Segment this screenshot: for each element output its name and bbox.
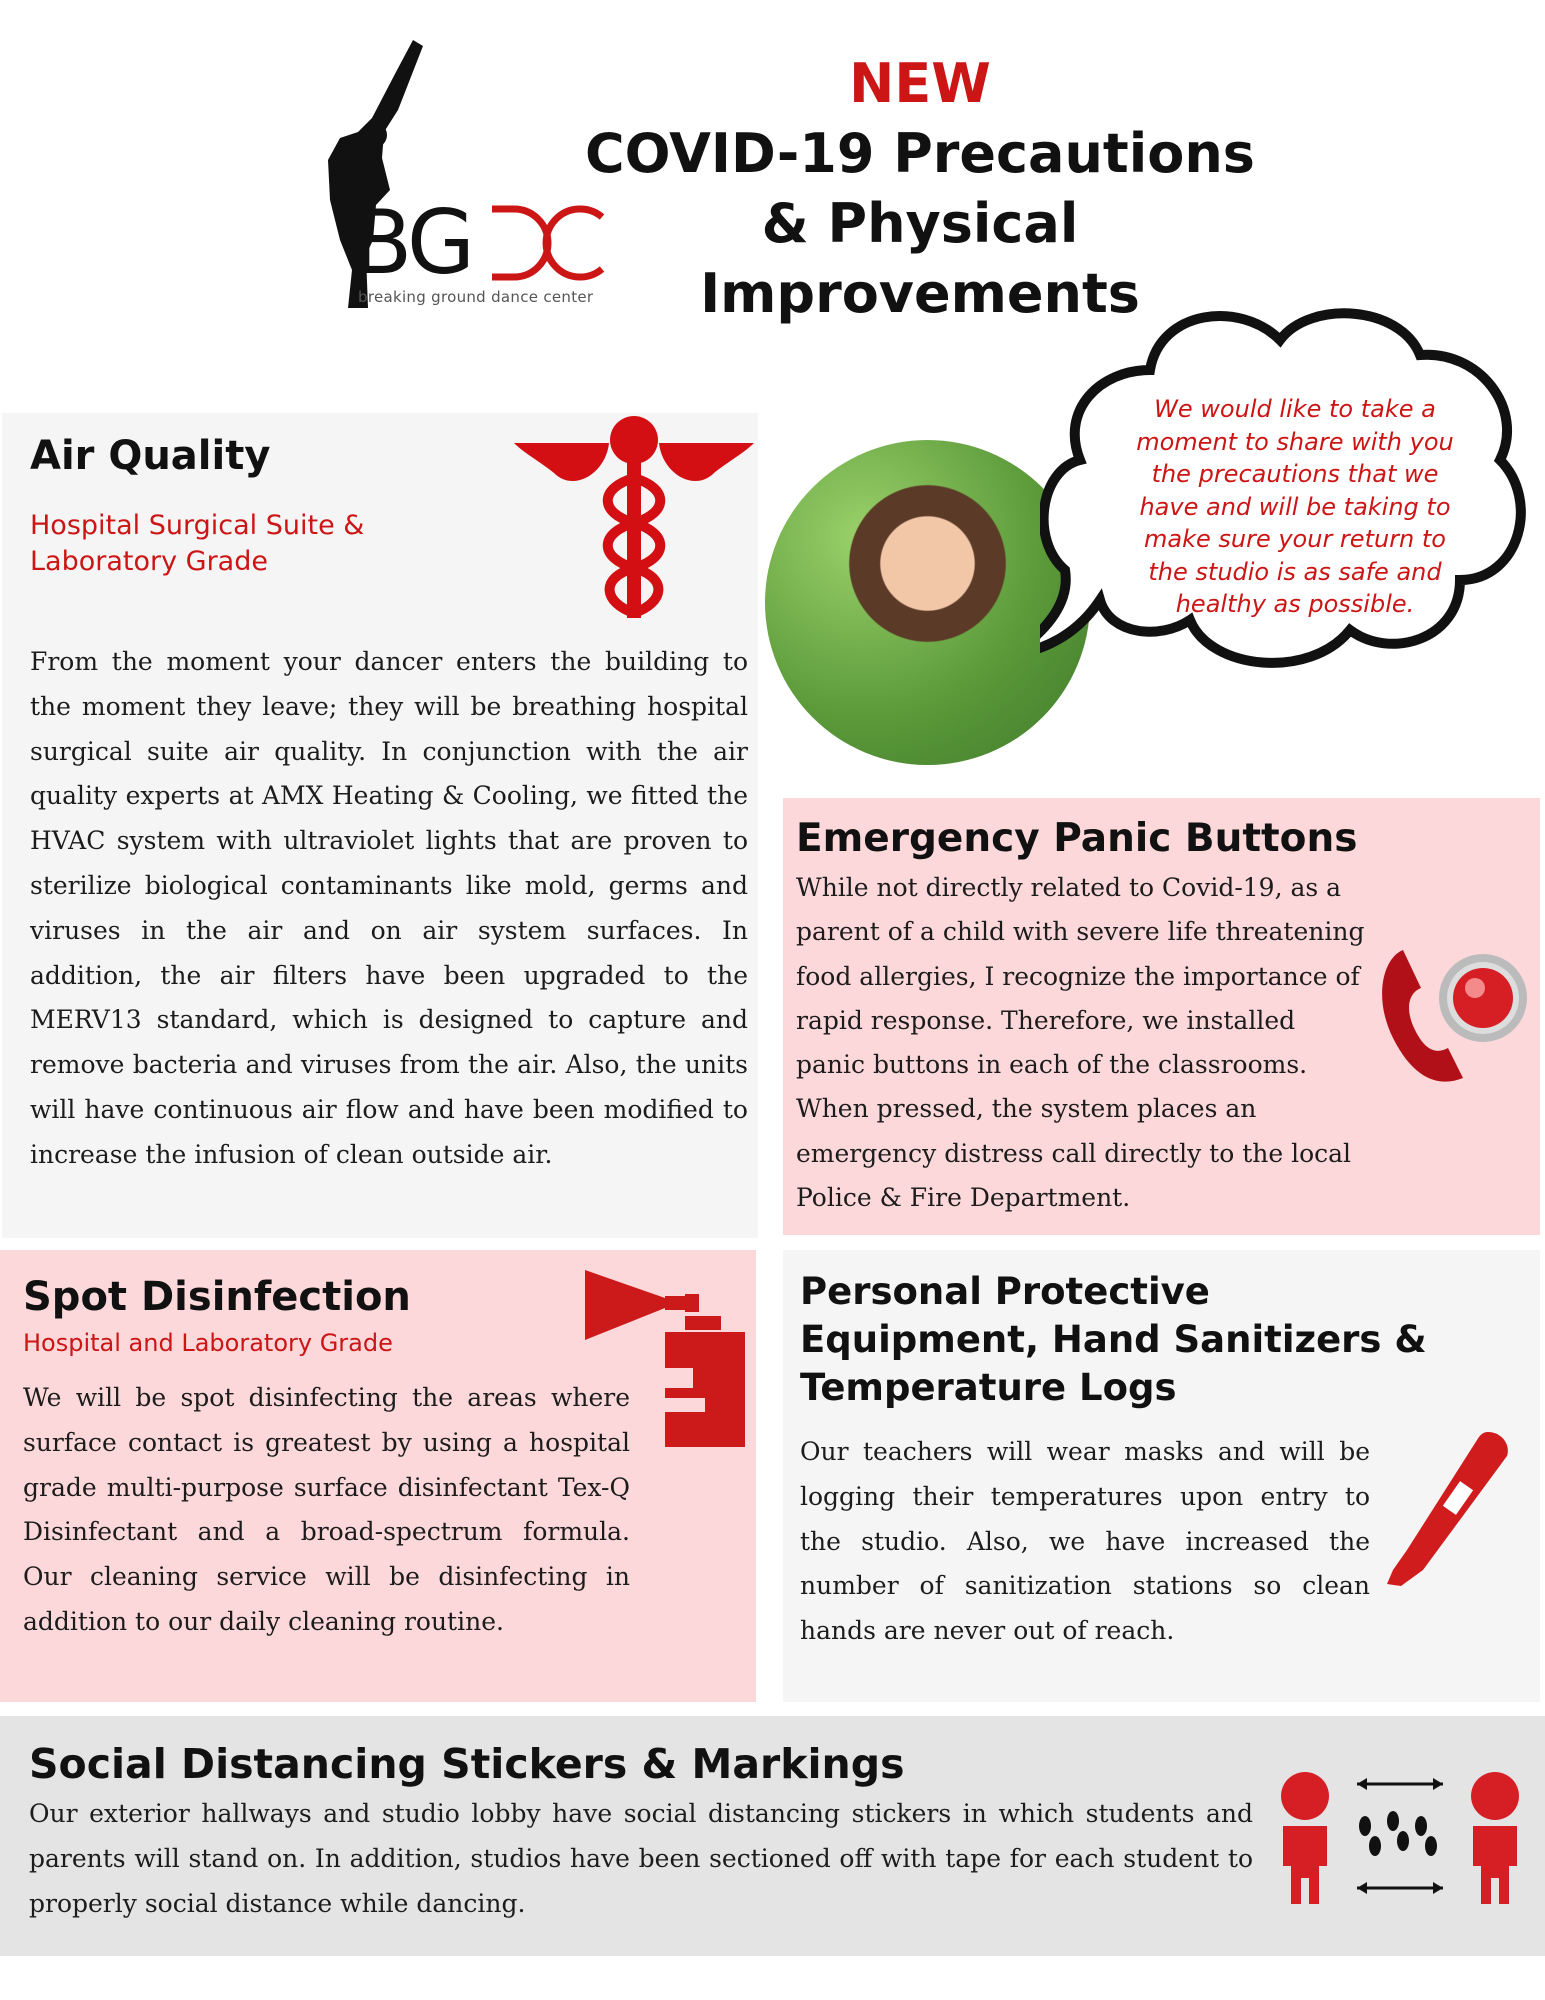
air-quality-title: Air Quality — [30, 433, 271, 479]
panic-buttons-section — [783, 798, 1540, 1235]
title-new: NEW — [849, 52, 991, 115]
svg-text:BG: BG — [352, 195, 472, 285]
page-title-line1: COVID-19 Precautions — [585, 122, 1255, 185]
panic-title: Emergency Panic Buttons — [796, 816, 1358, 861]
ppe-title-line3: Temperature Logs — [800, 1366, 1177, 1409]
thermometer-icon — [1383, 1430, 1513, 1590]
air-quality-subtitle-2: Laboratory Grade — [30, 546, 268, 577]
page-title-line2: & Physical — [761, 192, 1079, 255]
spot-subtitle: Hospital and Laboratory Grade — [23, 1329, 393, 1357]
logo-wordmark — [352, 195, 612, 285]
panic-body: While not directly related to Covid-19, as a parent of a child with severe life threatening food allergies, I recognize the importance of rapid response. Therefore, we installed panic buttons in each of the classrooms. When pressed, the system places an emergency distress call directly to the local Police & Fire Department. — [796, 873, 1365, 1213]
social-distancing-section — [0, 1716, 1545, 1956]
ppe-section — [783, 1250, 1540, 1702]
social-title: Social Distancing Stickers & Markings — [29, 1740, 905, 1788]
spot-disinfection-section — [0, 1250, 756, 1702]
caduceus-icon — [514, 413, 754, 623]
spot-body: We will be spot disinfecting the areas where surface contact is greatest by using a hospital grade multi-purpose surface disinfectant Tex-Q Disinfectant and a broad-spectrum formula. Our cleaning service will be disinfecting in addition to our daily cleaning routine. — [23, 1383, 630, 1636]
quote-text: We would like to take a moment to share with you the precautions that we have and will be taking to make sure your return to the studio is as safe and healthy as possible. — [1136, 395, 1454, 618]
social-body: Our exterior hallways and studio lobby have social distancing stickers in which students and parents will stand on. In addition, studios have been sectioned off with tape for each student to properly social distance while dancing. — [29, 1799, 1253, 1918]
social-distancing-icon — [1275, 1766, 1525, 1906]
logo-tagline: breaking ground dance center — [358, 288, 594, 306]
ppe-body: Our teachers will wear masks and will be logging their temperatures upon entry to the studio. Also, we have increased the number of sanitization stations so clean hands are never out of reach. — [800, 1437, 1370, 1646]
ppe-title-line2: Equipment, Hand Sanitizers & — [800, 1318, 1427, 1361]
page-title-line3: Improvements — [700, 262, 1140, 325]
air-quality-body: From the moment your dancer enters the building to the moment they leave; they will be breathing hospital surgical suite air quality. In conjunction with the air quality experts at AMX Heating & Cooling, we fitted the HVAC system with ultraviolet lights that are proven to sterilize biological contaminants like mold, germs and viruses in the air and on air system surfaces. In addition, the air filters have been upgraded to the MERV13 standard, which is designed to capture and remove bacteria and viruses from the air. Also, the units will have continuous air flow and have been modified to increase the infusion of clean outside air. — [30, 647, 748, 1169]
spot-title: Spot Disinfection — [23, 1274, 411, 1320]
panic-button-icon — [1373, 938, 1528, 1093]
air-quality-section — [2, 413, 758, 1238]
ppe-title-line1: Personal Protective — [800, 1270, 1210, 1313]
air-quality-subtitle-1: Hospital Surgical Suite & — [30, 510, 365, 541]
